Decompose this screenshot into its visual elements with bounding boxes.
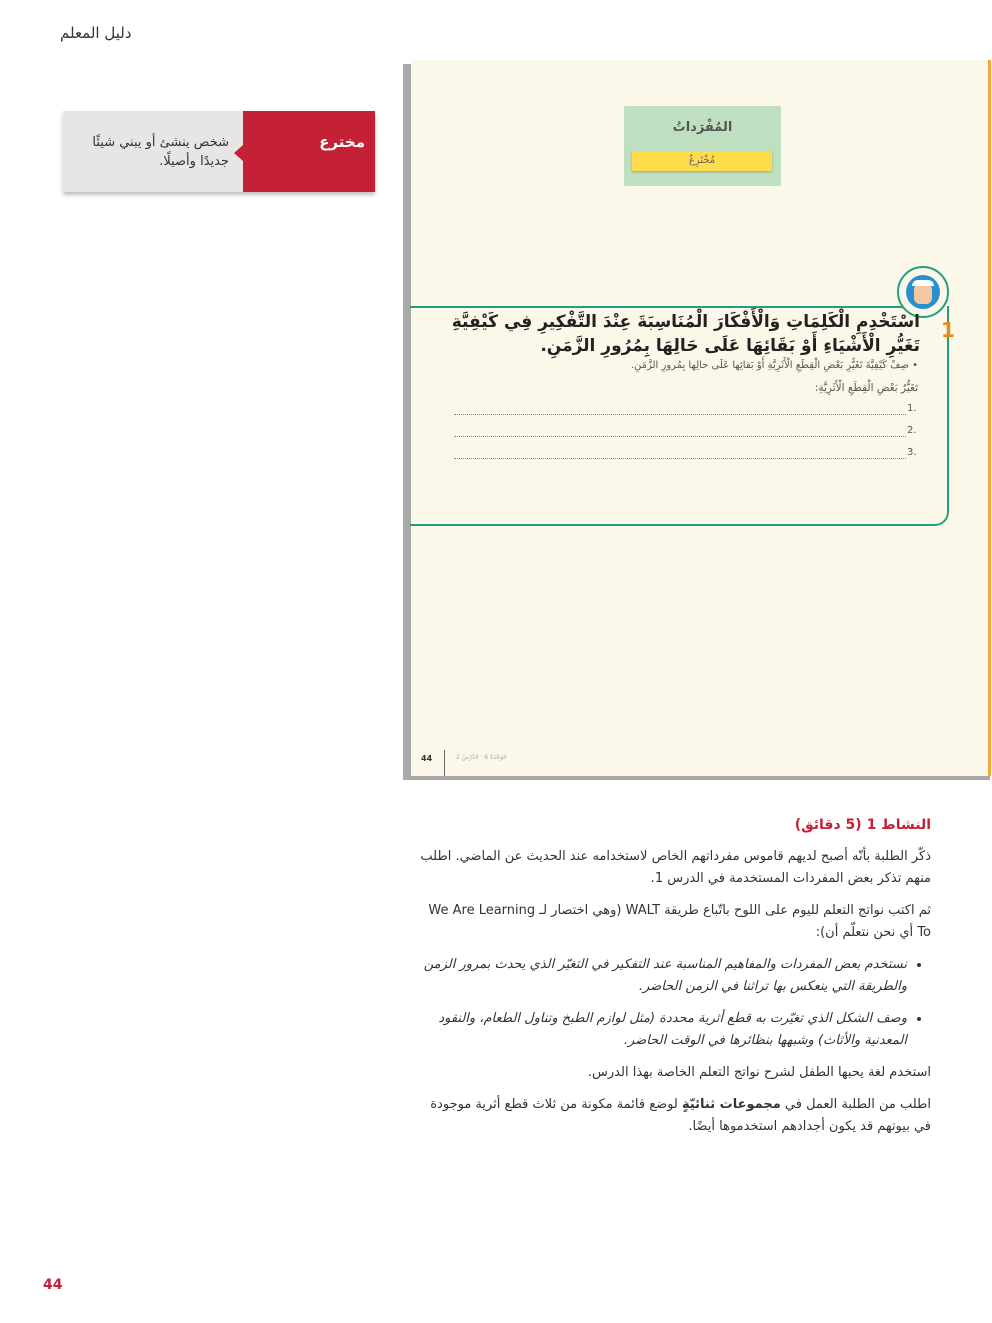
page-number: 44 <box>43 1277 63 1293</box>
page-edge <box>988 60 991 776</box>
guide-title: دليل المعلم <box>60 24 132 42</box>
vocab-definition: شخص ينشئ أو يبني شيئًا جديدًا وأصيلًا. <box>63 111 243 192</box>
vocabulary-box-title: المُفْرَداتُ <box>672 120 733 135</box>
pairs-emphasis: مجموعات ثنائيّةٍ <box>681 1097 781 1112</box>
vocabulary-box <box>624 106 781 186</box>
walt-list <box>415 954 931 1052</box>
vocabulary-box-word: مُخْتَرِعٌ <box>632 151 772 171</box>
teacher-notes <box>415 814 931 1148</box>
footer-divider <box>444 750 445 776</box>
walt-item: • وصف الشكل الذي تغيّرت به قطع أثرية محددة (مثل لوازم الطبخ وتناول الطعام، والنقود المعدنية والأثاث) وشبهها بنظائرها في الوقت الحاضر. <box>415 1008 907 1052</box>
activity-heading: اسْتَخْدِمِ الْكَلِمَاتِ وَالْأَفْكَارَ الْمُنَاسِبَةَ عِنْدَ التَّفْكِيرِ فِي كَيْفِيَّةِ تَغَيُّرِ الْأَشْيَاءِ أَوْ بَقَائِهَا عَلَى حَالِهَا بِمُرُورِ الزَّمَنِ. <box>451 312 920 356</box>
teacher-paragraph: ثم اكتب نواتج التعلم لليوم على اللوح باتّباع طريقة WALT (وهي اختصار لـ We Are Learning To أي نحن نتعلّم أن): <box>428 903 931 940</box>
teacher-paragraph: اطلب من الطلبة العمل في مجموعات ثنائيّةٍ لوضع قائمة مكونة من ثلاث قطع أثرية موجودة في بيوتهم قد يكون أجدادهم استخدموها أيضًا. <box>430 1097 931 1134</box>
activity-sub-label: تَغَيُّرُ بَعْضِ الْقِطَعِ الْأَثَرِيَّةِ: <box>814 382 918 394</box>
student-page-number: 44 <box>421 754 433 763</box>
answer-line-1[interactable] <box>454 414 906 415</box>
walt-item: • نستخدم بعض المفردات والمفاهيم المناسبة عند التفكير في التغيّر الذي يحدث بمرور الزمن والطريقة التي ينعكس بها تراثنا في الزمن الحاضر. <box>415 954 907 998</box>
answer-line-number: 1. <box>907 403 917 414</box>
activity-title: النشاط 1 (5 دقائق) <box>794 817 931 833</box>
student-page-unit: الوَحْدَةُ 6 · الدَّرْسُ 2 <box>456 754 507 761</box>
vocab-card <box>63 111 375 192</box>
answer-line-number: 2. <box>907 425 917 436</box>
activity-bullet: • صِفْ كَيْفِيَّةَ تَغَيُّرِ بَعْضِ الْقِطَعِ الْأَثَرِيَّةِ أَوْ بَقائِها عَلَى حالِها بِمُرورِ الزَّمَنِ. <box>630 360 918 371</box>
answer-line-2[interactable] <box>454 436 906 437</box>
teacher-paragraph: ذكّر الطلبة بأنّه أصبح لديهم قاموس مفرداتهم الخاص لاستخدامه عند الحديث عن الماضي. اطلب منهم تذكر بعض المفردات المستخدمة في الدرس 1. <box>420 849 931 886</box>
activity-number: 1 <box>941 318 955 342</box>
answer-line-number: 3. <box>907 447 917 458</box>
teacher-paragraph: استخدم لغة يحبها الطفل لشرح نواتج التعلم الخاصة بهذا الدرس. <box>587 1065 931 1080</box>
vocab-word: مخترع <box>243 111 375 192</box>
answer-line-3[interactable] <box>454 458 906 459</box>
